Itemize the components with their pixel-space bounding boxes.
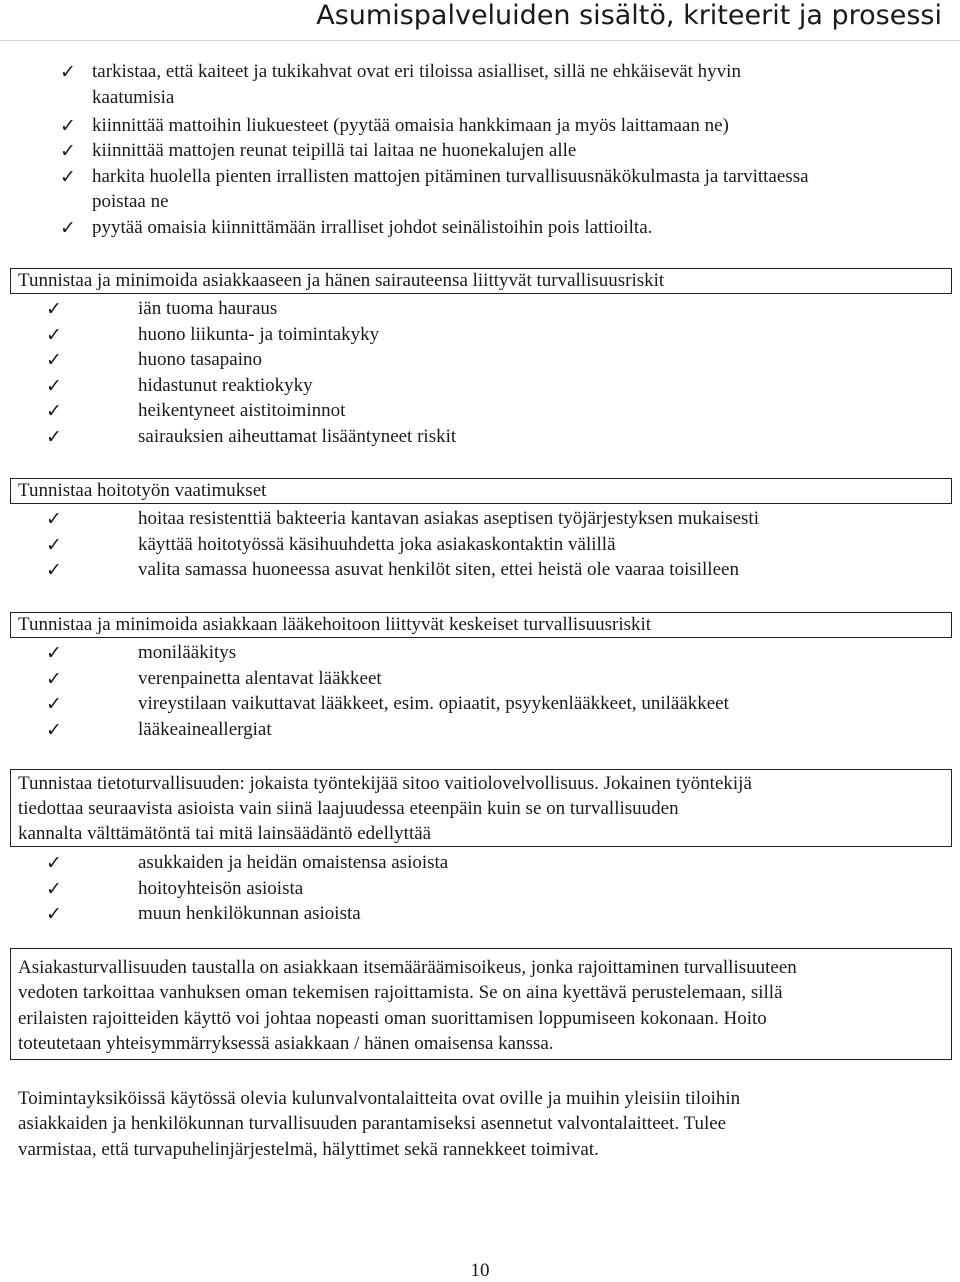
checkmark-icon: ✓ <box>60 115 76 137</box>
list-item: kiinnittää mattojen reunat teipillä tai laitaa ne huonekalujen alle <box>92 140 577 161</box>
paragraph-line: varmistaa, että turvapuhelinjärjestelmä, hälyttimet sekä rannekkeet toimivat. <box>18 1138 599 1160</box>
checkmark-icon: ✓ <box>46 559 62 581</box>
checkmark-icon: ✓ <box>46 903 62 925</box>
section-heading: Tunnistaa hoitotyön vaatimukset <box>18 480 267 501</box>
list-item: sairauksien aiheuttamat lisääntyneet riskit <box>138 425 457 447</box>
section-heading: Tunnistaa ja minimoida asiakkaaseen ja hänen sairauteensa liittyvät turvallisuusriskit <box>18 270 665 291</box>
checkmark-icon: ✓ <box>46 877 62 900</box>
list-item: lääkeaineallergiat <box>138 718 272 740</box>
list-item: käyttää hoitotyössä käsihuuhdetta joka asiakaskontaktin välillä <box>138 533 616 555</box>
section-heading: kannalta välttämätöntä tai mitä lainsäädäntö edellyttää <box>18 823 432 844</box>
list-item: hoitaa resistenttiä bakteeria kantavan asiakas aseptisen työjärjestyksen mukaisesti <box>138 508 759 529</box>
checkmark-icon: ✓ <box>46 667 62 690</box>
checkmark-icon: ✓ <box>46 508 62 530</box>
section-heading: Tunnistaa ja minimoida asiakkaan lääkehoitoon liittyvät keskeiset turvallisuusriskit <box>18 614 652 635</box>
list-item: harkita huolella pienten irrallisten mattojen pitäminen turvallisuusnäkökulmasta ja tarvittaessa <box>92 166 809 187</box>
page-number: 10 <box>470 1260 490 1281</box>
checkmark-icon: ✓ <box>46 349 62 371</box>
list-item: monilääkitys <box>138 642 237 663</box>
page-title: Asumispalveluiden sisältö, kriteerit ja prosessi <box>316 0 942 31</box>
checkmark-icon: ✓ <box>46 400 62 422</box>
checkmark-icon: ✓ <box>46 533 62 556</box>
checkmark-icon: ✓ <box>60 61 76 83</box>
list-item: vireystilaan vaikuttavat lääkkeet, esim. opiaatit, psyykenlääkkeet, unilääkkeet <box>138 693 729 714</box>
list-item: asukkaiden ja heidän omaistensa asioista <box>138 852 449 873</box>
checkmark-icon: ✓ <box>46 852 62 874</box>
list-item: poistaa ne <box>92 191 169 212</box>
header-divider <box>0 40 960 41</box>
list-item: huono liikunta- ja toimintakyky <box>138 323 380 345</box>
checkmark-icon: ✓ <box>46 718 62 741</box>
section-heading: Tunnistaa tietoturvallisuuden: jokaista työntekijää sitoo vaitiolovelvollisuus. Jokainen työntekijä <box>18 773 752 794</box>
checkmark-icon: ✓ <box>46 642 62 664</box>
checkmark-icon: ✓ <box>46 298 62 320</box>
checkmark-icon: ✓ <box>60 140 76 162</box>
checkmark-icon: ✓ <box>60 217 76 239</box>
list-item: verenpainetta alentavat lääkkeet <box>138 667 382 689</box>
checkmark-icon: ✓ <box>60 166 76 188</box>
list-item: pyytää omaisia kiinnittämään irralliset johdot seinälistoihin pois lattioilta. <box>92 217 653 238</box>
paragraph-line: Asiakasturvallisuuden taustalla on asiakkaan itsemääräämisoikeus, jonka rajoittaminen turvallisuuteen <box>18 957 797 978</box>
list-item: kiinnittää mattoihin liukuesteet (pyytää omaisia hankkimaan ja myös laittamaan ne) <box>92 115 729 136</box>
list-item: muun henkilökunnan asioista <box>138 903 361 924</box>
list-item: tarkistaa, että kaiteet ja tukikahvat ovat eri tiloissa asialliset, sillä ne ehkäisevät hyvin <box>92 61 741 82</box>
list-item: heikentyneet aistitoiminnot <box>138 400 346 421</box>
paragraph-line: erilaisten rajoitteiden käyttö voi johtaa nopeasti oman suorittamisen loppumiseen kokonaan. Hoito <box>18 1007 767 1029</box>
list-item: huono tasapaino <box>138 349 263 370</box>
paragraph-line: Toimintayksiköissä käytössä olevia kulunvalvontalaitteita ovat oville ja muihin yleisiin tiloihin <box>18 1088 741 1109</box>
list-item: valita samassa huoneessa asuvat henkilöt siten, ettei heistä ole vaaraa toisilleen <box>138 559 739 580</box>
checkmark-icon: ✓ <box>46 374 62 397</box>
paragraph-line: asiakkaiden ja henkilökunnan turvallisuuden parantamiseksi asennetut valvontalaitteet. Tulee <box>18 1113 727 1135</box>
list-item: hoitoyhteisön asioista <box>138 877 304 899</box>
paragraph-line: vedoten tarkoittaa vanhuksen oman tekemisen rajoittamista. Se on aina kyettävä perustelemaan, sillä <box>18 982 783 1004</box>
checkmark-icon: ✓ <box>46 693 62 715</box>
list-item: hidastunut reaktiokyky <box>138 374 313 396</box>
section-heading: tiedottaa seuraavista asioista vain siinä laajuudessa eteenpäin kuin se on turvallisuuden <box>18 798 679 819</box>
paragraph-line: toteutetaan yhteisymmärryksessä asiakkaan / hänen omaisensa kanssa. <box>18 1032 554 1054</box>
checkmark-icon: ✓ <box>46 425 62 448</box>
list-item: kaatumisia <box>92 87 175 108</box>
list-item: iän tuoma hauraus <box>138 298 278 319</box>
checkmark-icon: ✓ <box>46 323 62 346</box>
